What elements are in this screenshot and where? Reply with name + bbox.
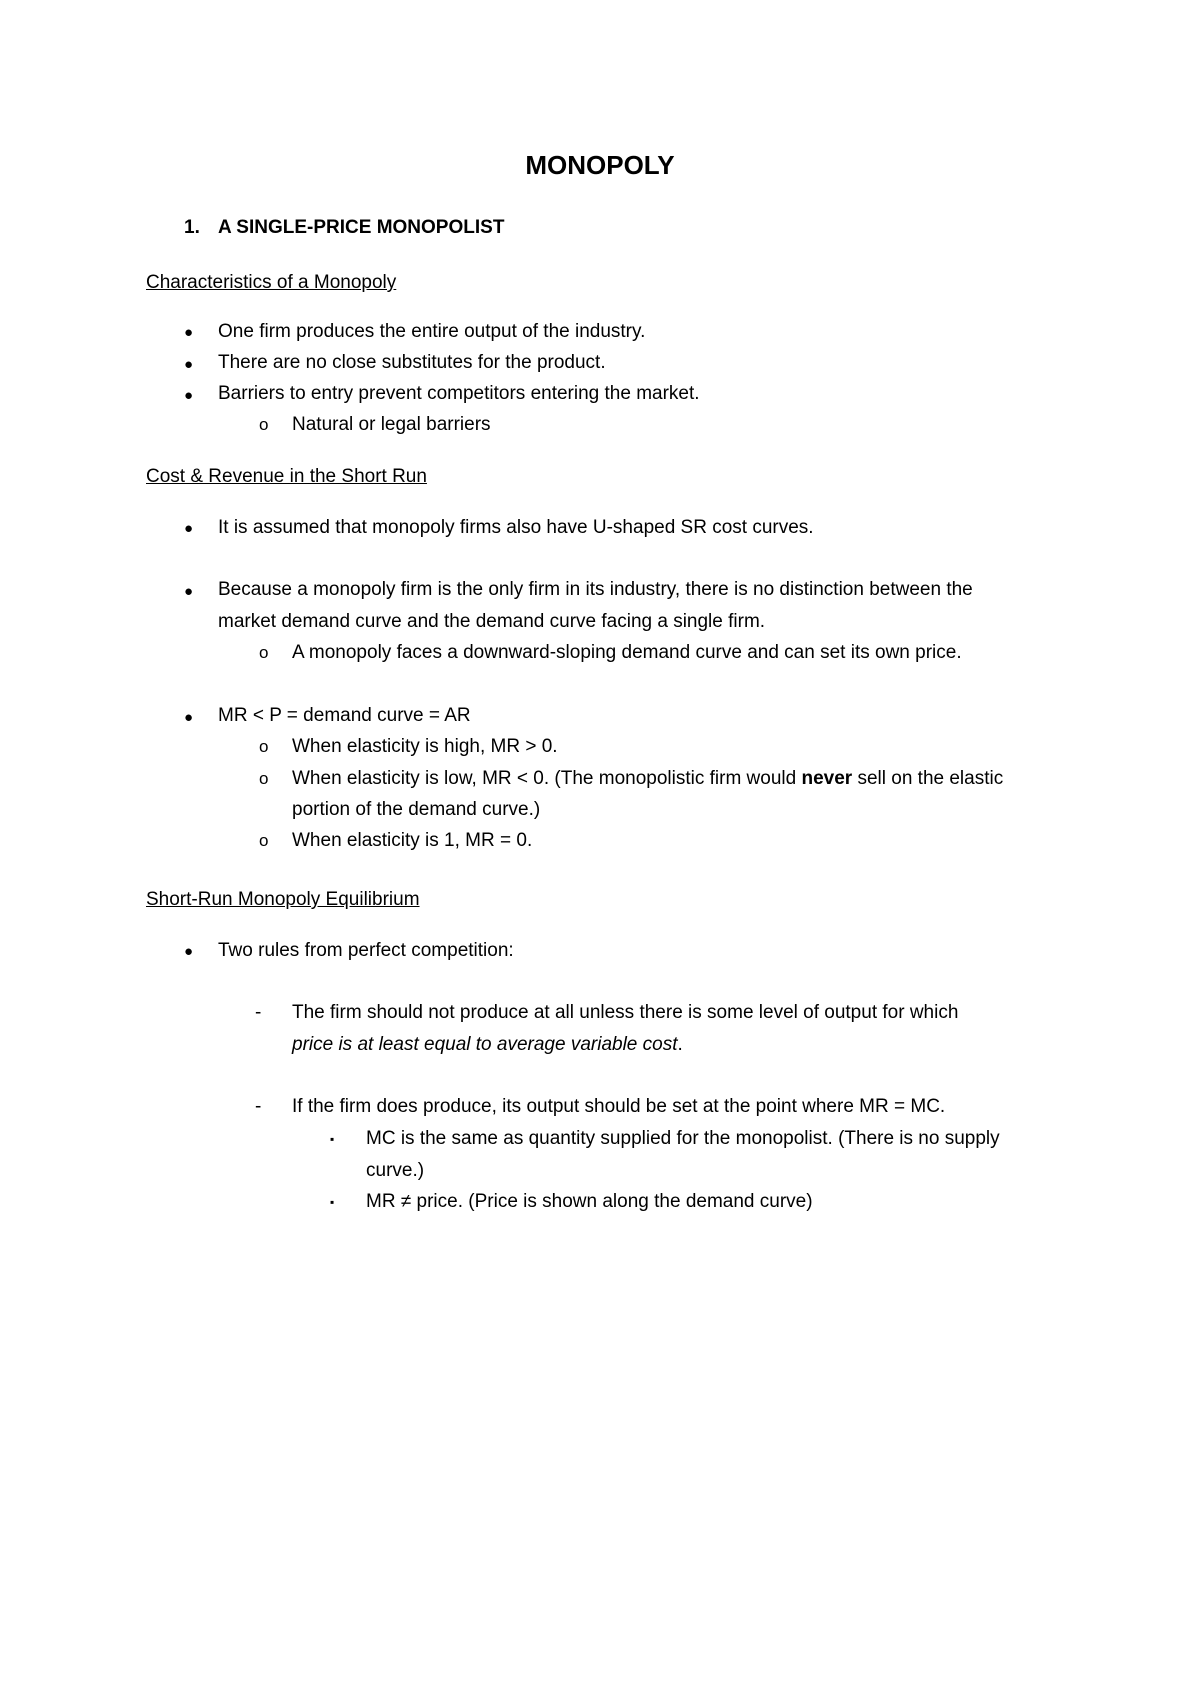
section-number: 1. <box>184 217 200 238</box>
list-item: A monopoly faces a downward-sloping demand curve and can set its own price. <box>292 642 962 663</box>
square-marker: ▪ <box>330 1132 335 1146</box>
list-item <box>292 769 1003 788</box>
list-item: When elasticity is high, MR > 0. <box>292 736 558 757</box>
characteristics-heading: Characteristics of a Monopoly <box>146 272 397 293</box>
list-item: When elasticity is 1, MR = 0. <box>292 830 533 851</box>
page-title: MONOPOLY <box>525 150 675 180</box>
list-item: If the firm does produce, its output should be set at the point where MR = MC. <box>292 1096 946 1117</box>
bullet-marker: ● <box>184 520 194 537</box>
circle-marker: o <box>259 831 269 850</box>
list-item: MR < P = demand curve = AR <box>218 705 471 726</box>
square-marker: ▪ <box>330 1195 335 1209</box>
list-item: The firm should not produce at all unless there is some level of output for which <box>292 1002 959 1023</box>
circle-marker: o <box>259 415 269 434</box>
cost-revenue-heading: Cost & Revenue in the Short Run <box>146 466 427 487</box>
list-item: Two rules from perfect competition: <box>218 940 514 961</box>
bullet-marker: ● <box>184 356 194 373</box>
list-item-continuation: portion of the demand curve.) <box>292 799 541 820</box>
bullet-marker: ● <box>184 583 194 600</box>
circle-marker: o <box>259 737 269 756</box>
list-item: Because a monopoly firm is the only firm in its industry, there is no distinction between the <box>218 579 973 600</box>
emphasis-bold: never <box>801 768 853 789</box>
circle-marker: o <box>259 643 269 662</box>
bullet-marker: ● <box>184 943 194 960</box>
list-item: Barriers to entry prevent competitors entering the market. <box>218 383 700 404</box>
emphasis-italic: price is at least equal to average variable cost <box>292 1034 678 1055</box>
text-run: . <box>677 1034 683 1055</box>
bullet-marker: ● <box>184 324 194 341</box>
list-item-continuation <box>292 1035 683 1054</box>
bullet-marker: ● <box>184 709 194 726</box>
bullet-marker: ● <box>184 387 194 404</box>
list-item-continuation: market demand curve and the demand curve facing a single firm. <box>218 611 766 632</box>
dash-marker: - <box>255 1096 262 1117</box>
list-item: MR ≠ price. (Price is shown along the demand curve) <box>366 1191 813 1212</box>
circle-marker: o <box>259 769 269 788</box>
section-title: A SINGLE-PRICE MONOPOLIST <box>218 217 505 238</box>
equilibrium-heading: Short-Run Monopoly Equilibrium <box>146 889 420 910</box>
list-item: One firm produces the entire output of the industry. <box>218 321 646 342</box>
list-item: It is assumed that monopoly firms also have U-shaped SR cost curves. <box>218 517 814 538</box>
list-item-continuation: curve.) <box>366 1160 425 1181</box>
dash-marker: - <box>255 1002 262 1023</box>
list-item: There are no close substitutes for the product. <box>218 352 606 373</box>
list-item: MC is the same as quantity supplied for the monopolist. (There is no supply <box>366 1128 1000 1149</box>
list-item: Natural or legal barriers <box>292 414 491 435</box>
text-run: When elasticity is low, MR < 0. (The monopolistic firm would <box>292 768 802 789</box>
text-run: sell on the elastic <box>852 768 1004 789</box>
